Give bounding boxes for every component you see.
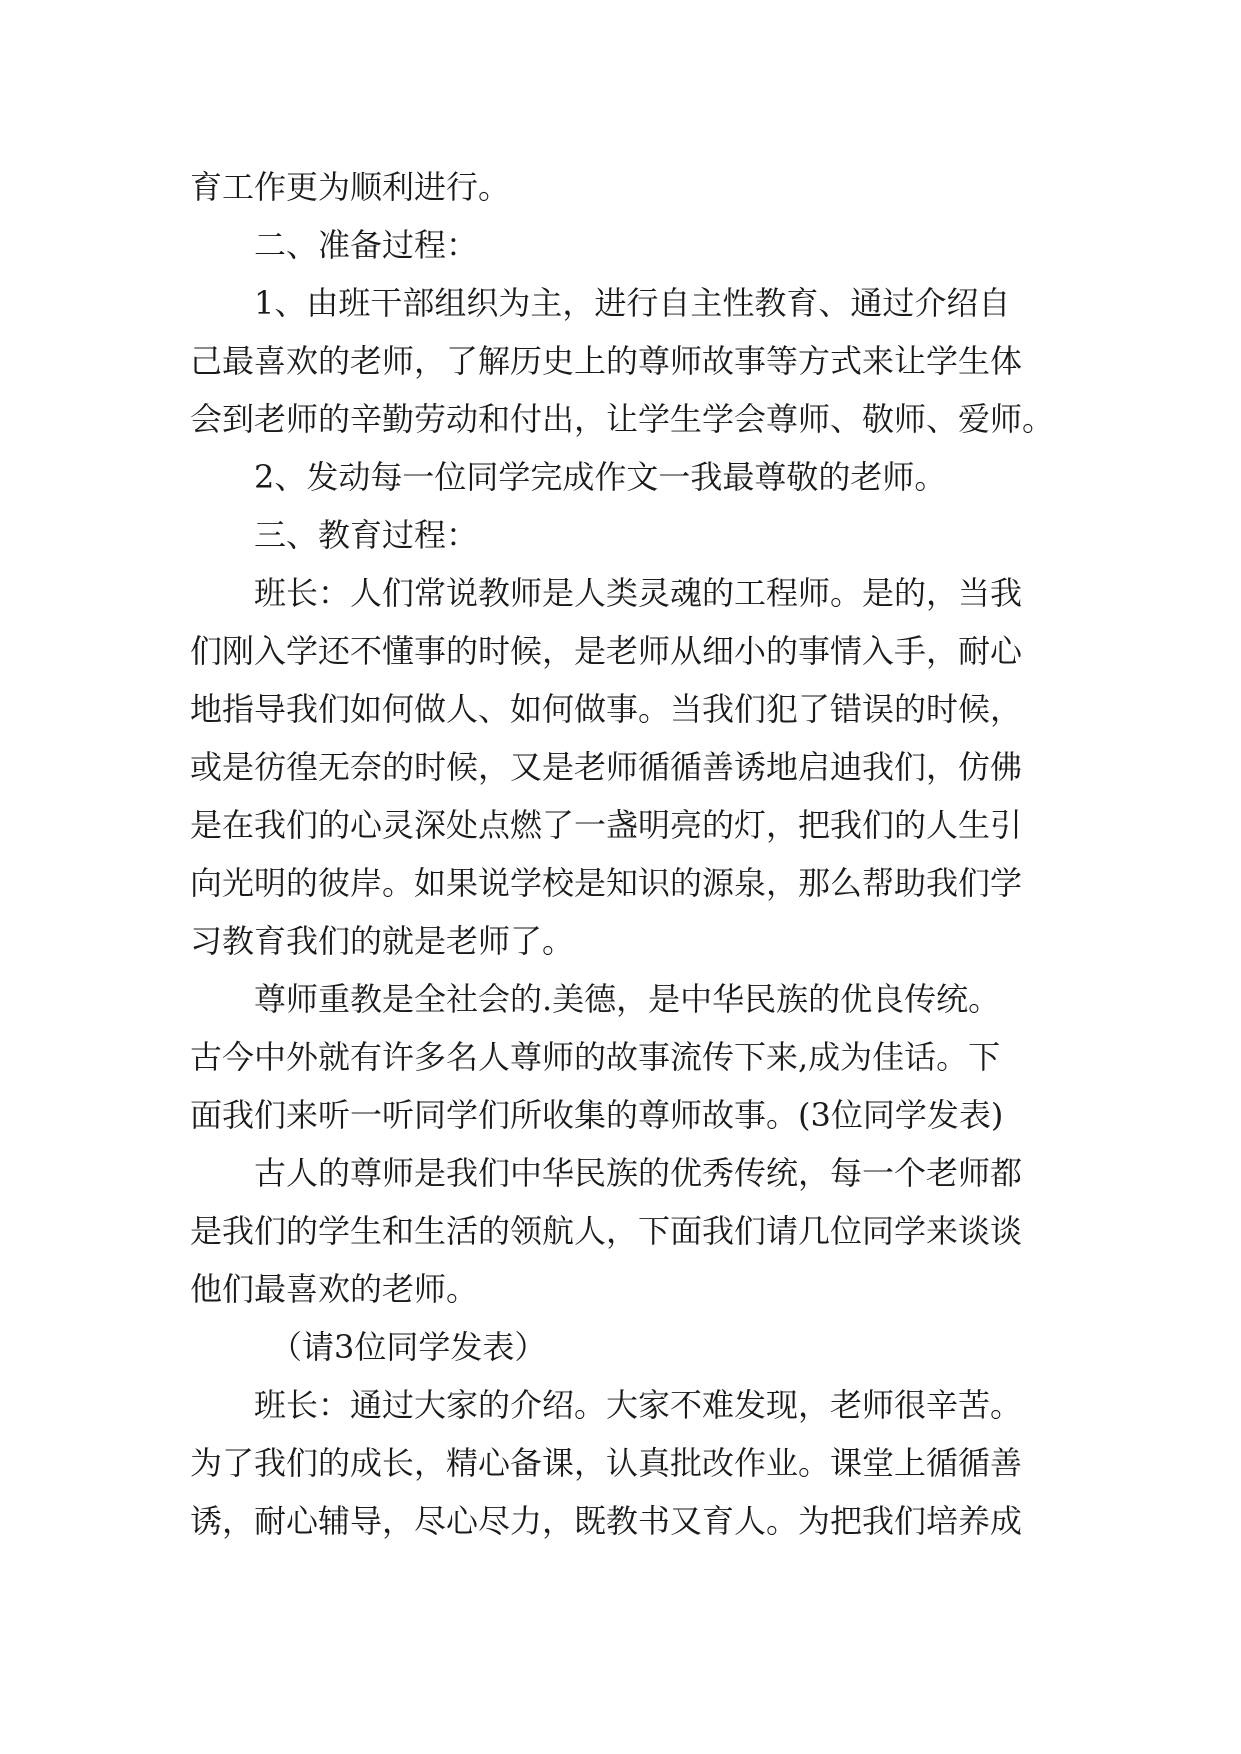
text-line: 尊师重教是全社会的.美德，是中华民族的优良传统。	[254, 980, 1001, 1018]
text-line: 古今中外就有许多名人尊师的故事流传下来,成为佳话。下	[190, 1038, 1001, 1076]
text-line: 是在我们的心灵深处点燃了一盏明亮的灯，把我们的人生引	[190, 806, 1023, 844]
text-line: 面我们来听一听同学们所收集的尊师故事。(3位同学发表)	[190, 1096, 1004, 1134]
text-line: 地指导我们如何做人、如何做事。当我们犯了错误的时候，	[190, 690, 1023, 728]
text-line: 们刚入学还不懂事的时候，是老师从细小的事情入手，耐心	[190, 632, 1023, 670]
text-line: 育工作更为顺利进行。	[190, 168, 511, 206]
text-line: 会到老师的辛勤劳动和付出，让学生学会尊师、敬师、爱师。	[190, 400, 1055, 438]
text-line: 班长：人们常说教师是人类灵魂的工程师。是的，当我	[254, 574, 1023, 612]
text-line: 是我们的学生和生活的领航人，下面我们请几位同学来谈谈	[190, 1212, 1023, 1250]
text-line: 向光明的彼岸。如果说学校是知识的源泉，那么帮助我们学	[190, 864, 1023, 902]
text-line: 己最喜欢的老师，了解历史上的尊师故事等方式来让学生体	[190, 342, 1023, 380]
text-line: （请3位同学发表）	[270, 1328, 547, 1366]
document-body	[190, 158, 1060, 1550]
text-line: 古人的尊师是我们中华民族的优秀传统，每一个老师都	[254, 1154, 1023, 1192]
section-heading: 二、准备过程：	[254, 226, 479, 264]
text-line: 为了我们的成长，精心备课，认真批改作业。课堂上循循善	[190, 1444, 1023, 1482]
text-line: 或是彷徨无奈的时候，又是老师循循善诱地启迪我们，仿佛	[190, 748, 1023, 786]
text-line: 他们最喜欢的老师。	[190, 1270, 479, 1308]
text-line: 习教育我们的就是老师了。	[190, 922, 575, 960]
text-line: 2、发动每一位同学完成作文一我最尊敬的老师。	[254, 458, 947, 496]
text-line: 班长：通过大家的介绍。大家不难发现，老师很辛苦。	[254, 1386, 1023, 1424]
section-heading: 三、教育过程：	[254, 516, 479, 554]
text-line: 诱，耐心辅导，尽心尽力，既教书又育人。为把我们培养成	[190, 1502, 1023, 1540]
text-line: 1、由班干部组织为主，进行自主性教育、通过介绍自	[254, 284, 1011, 322]
